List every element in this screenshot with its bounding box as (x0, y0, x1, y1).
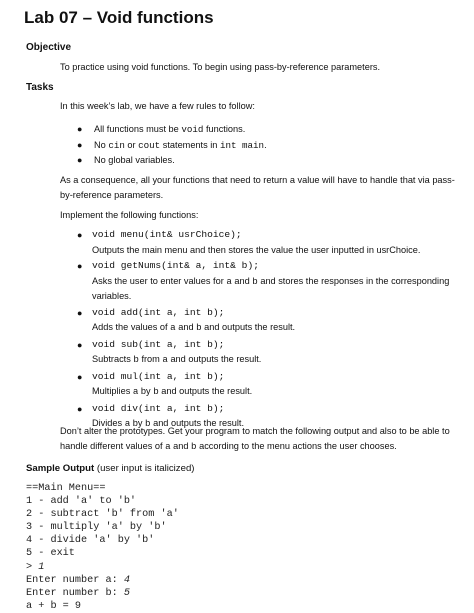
bullet-icon: ● (77, 307, 83, 318)
console-line: ==Main Menu== (26, 483, 106, 494)
function-item (60, 228, 455, 257)
list-item: ● No cin or cout statements in int main. (77, 139, 267, 151)
consequence-text: As a consequence, all your functions that need to return a value will have to handle that via pass-by-reference parameters. (60, 175, 455, 200)
console-line: Enter number b: 5 (26, 587, 130, 599)
bullet-icon: ● (77, 230, 83, 240)
console-line: 1 - add 'a' to 'b' (26, 496, 137, 508)
console-line: 4 - divide 'a' by 'b' (26, 535, 155, 547)
closing-text: Don’t alter the prototypes. Get your program to match the following output and also to be able to handle different values of a and b according to the menu actions the user chooses. (60, 426, 450, 452)
tasks-heading: Tasks (26, 82, 54, 93)
tasks-intro: In this week’s lab, we have a few rules to follow: (60, 101, 255, 111)
console-line: 3 - multiply 'a' by 'b' (26, 522, 167, 534)
user-input: 4 (123, 574, 130, 586)
bullet-icon: ● (77, 403, 83, 414)
console-line: > 1 (26, 561, 45, 573)
list-item: ● All functions must be void functions. (77, 124, 246, 135)
console-line: Enter number a: 4 (26, 574, 130, 586)
bullet-icon: ● (77, 124, 83, 134)
function-item (60, 259, 455, 304)
function-item (60, 306, 455, 336)
implement-text: Implement the following functions: (60, 210, 199, 220)
page-title: Lab 07 – Void functions (24, 8, 214, 27)
function-description: Multiplies a by b and outputs the result. (92, 386, 253, 397)
bullet-icon: ● (77, 261, 83, 271)
console-line: 2 - subtract 'b' from 'a' (26, 509, 179, 521)
user-input: 5 (123, 587, 130, 599)
functions-list (60, 228, 455, 432)
bullet-icon: ● (77, 155, 83, 165)
objective-heading: Objective (26, 42, 72, 53)
function-signature: void sub(int a, int b); (92, 338, 225, 350)
list-item: ● No global variables. (60, 153, 450, 168)
sample-output-console (26, 482, 179, 613)
function-description: Adds the values of a and b and outputs the result. (92, 322, 296, 333)
function-description: Subtracts b from a and outputs the result. (92, 354, 262, 365)
function-signature: void add(int a, int b); (92, 306, 225, 318)
objective-text: To practice using void functions. To begin using pass-by-reference parameters. (60, 62, 381, 72)
bullet-icon: ● (77, 139, 83, 150)
function-description: Divides a by b and outputs the result. (92, 418, 244, 429)
console-line: 5 - exit (26, 548, 75, 560)
user-input: 1 (38, 561, 45, 573)
bullet-icon: ● (77, 339, 83, 350)
function-signature: void getNums(int& a, int& b); (92, 260, 259, 271)
function-signature: void menu(int& usrChoice); (92, 229, 242, 240)
function-signature: void div(int a, int b); (92, 402, 225, 414)
function-item (60, 370, 455, 400)
function-signature: void mul(int a, int b); (92, 370, 225, 382)
console-line: a + b = 9 (26, 600, 82, 612)
rules-list (60, 122, 450, 168)
function-item (60, 338, 455, 368)
function-description: Outputs the main menu and then stores the value the user inputted in usrChoice. (92, 244, 421, 255)
function-description: Asks the user to enter values for a and b and stores the responses in the corresponding variables. (92, 275, 450, 301)
sample-output-label: Sample Output (user input is italicized) (26, 463, 195, 474)
bullet-icon: ● (77, 371, 83, 382)
